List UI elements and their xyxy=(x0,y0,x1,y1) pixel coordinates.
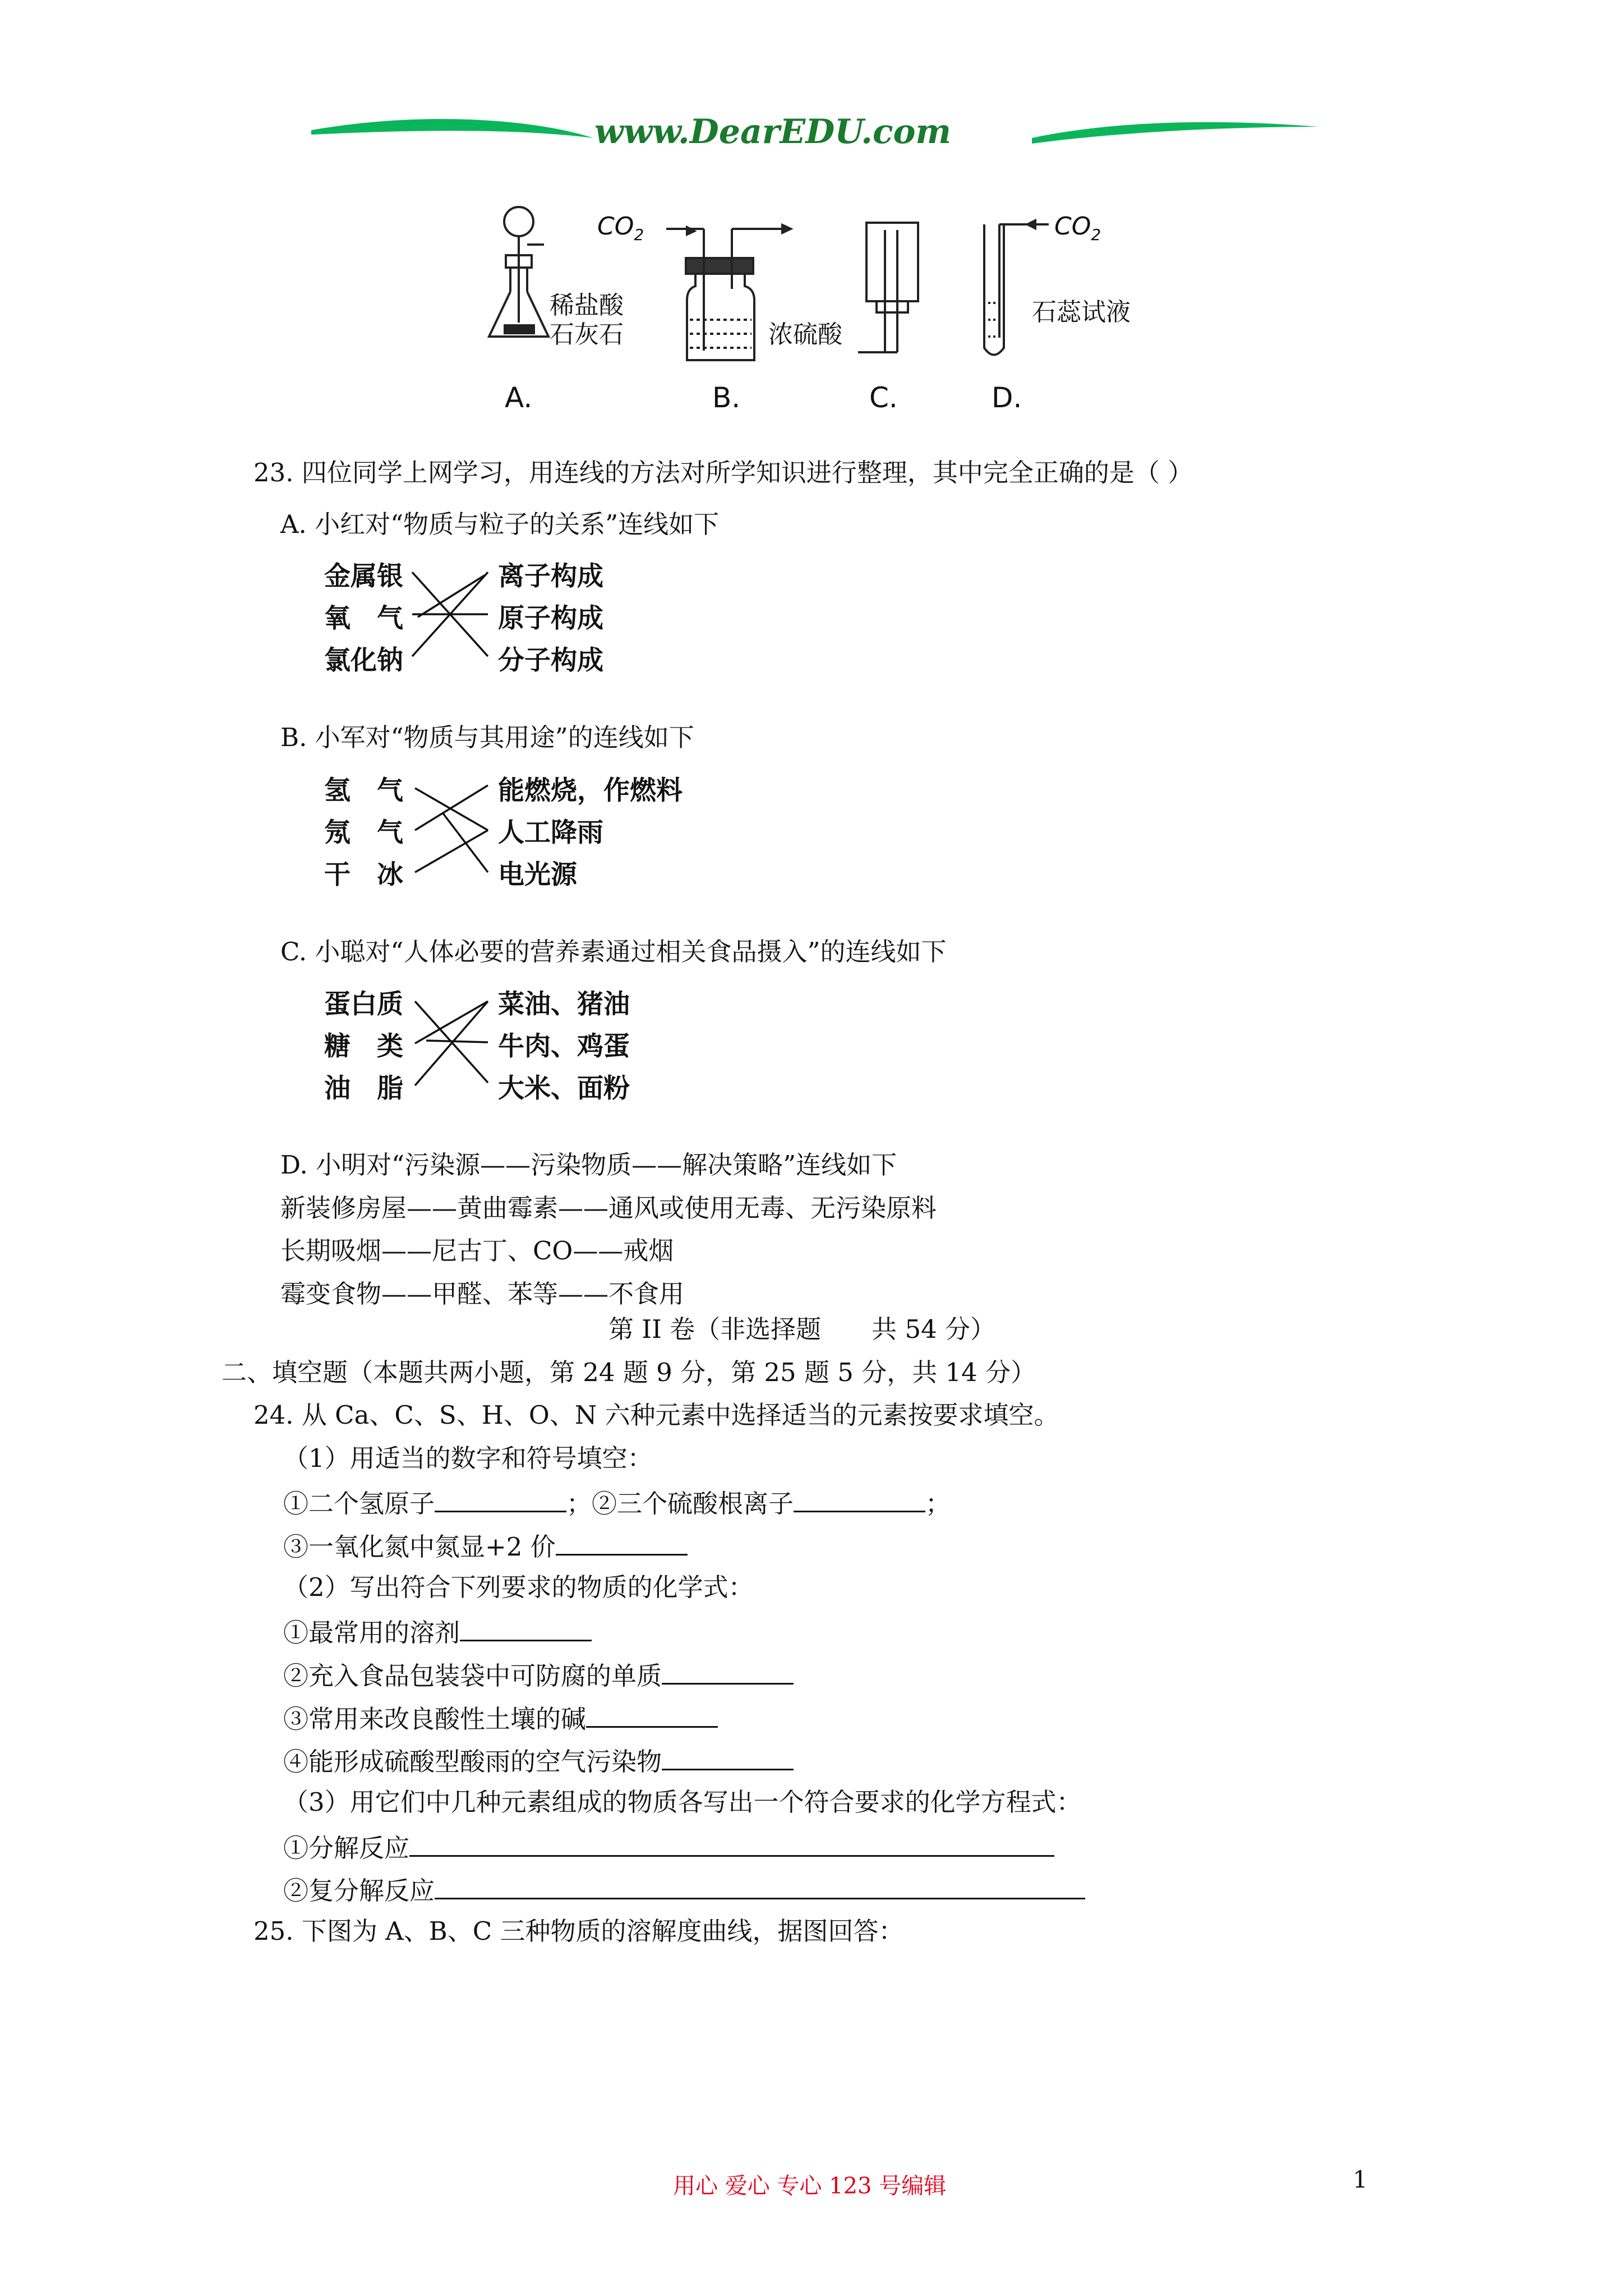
q23d-line-2: 长期吸烟——尼古丁、CO——戒烟 xyxy=(280,1236,674,1266)
matching-lines-c xyxy=(415,1001,488,1085)
answer-blank-decomposition[interactable] xyxy=(409,1833,1054,1857)
q23b-left-3: 干 冰 xyxy=(324,859,403,890)
q23d-line-3: 霉变食物——甲醛、苯等——不食用 xyxy=(280,1279,685,1309)
page-number: 1 xyxy=(1353,2166,1368,2193)
q23-option-b-title: B. 小军对“物质与其用途”的连线如下 xyxy=(280,723,694,752)
matching-lines-a xyxy=(412,572,488,656)
q24-sub-2: ②充入食品包装袋中可防腐的单质 xyxy=(283,1660,794,1688)
q25-stem: 25. 下图为 A、B、C 三种物质的溶解度曲线，据图回答： xyxy=(253,1916,904,1946)
caption-a: A. xyxy=(505,381,533,414)
label-co2-b: $CO_2$ xyxy=(597,212,644,244)
label-litmus: 石蕊试液 xyxy=(1032,298,1131,326)
q23b-right-2: 人工降雨 xyxy=(498,817,603,848)
q24-item-3: ③一氧化氮中氮显+2 价 xyxy=(283,1531,688,1559)
q23a-right-2: 原子构成 xyxy=(498,603,603,634)
label-co2-d: $CO_2$ xyxy=(1054,212,1101,244)
q23b-left-2: 氖 气 xyxy=(324,817,403,848)
caption-d: D. xyxy=(992,381,1022,414)
apparatus-c-gas-collection xyxy=(858,223,918,352)
q23c-right-3: 大米、面粉 xyxy=(498,1073,630,1104)
q23c-left-1: 蛋白质 xyxy=(324,989,403,1020)
q23-option-c-title: C. 小聪对“人体必要的营养素通过相关食品摄入”的连线如下 xyxy=(280,937,947,967)
q23c-right-2: 牛肉、鸡蛋 xyxy=(498,1031,630,1062)
q24-sub-1: ①最常用的溶剂 xyxy=(283,1617,592,1645)
header-site-name[interactable]: www.DearEDU.com xyxy=(594,112,952,151)
caption-b: B. xyxy=(712,381,741,414)
answer-blank-preservative[interactable] xyxy=(662,1660,794,1685)
apparatus-a-flask xyxy=(489,207,548,337)
matching-lines-b xyxy=(415,785,488,872)
label-limestone: 石灰石 xyxy=(550,320,624,349)
answer-blank-pollutant[interactable] xyxy=(662,1746,794,1770)
answer-blank-base[interactable] xyxy=(586,1704,718,1728)
answer-blank-h-atoms[interactable] xyxy=(435,1488,566,1512)
part2-title: 第 II 卷（非选择题 共 54 分） xyxy=(608,1314,996,1344)
q24-eq-1: ①分解反应 xyxy=(283,1833,1054,1861)
q23a-left-1: 金属银 xyxy=(324,561,403,592)
q23-stem: 23. 四位同学上网学习，用连线的方法对所学知识进行整理，其中完全正确的是（ ） xyxy=(253,458,1193,487)
answer-blank-solvent[interactable] xyxy=(460,1617,592,1641)
q24-part3: （3）用它们中几种元素组成的物质各写出一个符合要求的化学方程式： xyxy=(283,1787,1082,1817)
q23-option-d-title: D. 小明对“污染源——污染物质——解决策略”连线如下 xyxy=(280,1150,897,1180)
q23c-left-2: 糖 类 xyxy=(324,1031,403,1062)
apparatus-d-test-tube xyxy=(984,220,1049,355)
header-swoosh-left xyxy=(311,119,593,138)
q23a-right-3: 分子构成 xyxy=(498,645,603,676)
q23b-right-1: 能燃烧，作燃料 xyxy=(498,775,683,806)
caption-c: C. xyxy=(869,381,898,414)
q23c-right-1: 菜油、猪油 xyxy=(498,989,630,1020)
q23a-left-3: 氯化钠 xyxy=(324,645,403,676)
q23a-right-1: 离子构成 xyxy=(498,561,603,592)
q23b-right-3: 电光源 xyxy=(498,859,577,890)
q24-sub-3: ③常用来改良酸性土壤的碱 xyxy=(283,1704,718,1732)
answer-blank-double-replacement[interactable] xyxy=(435,1875,1085,1899)
footer-editor-note: 用心 爱心 专心 123 号编辑 xyxy=(673,2173,947,2199)
section-fill-in: 二、填空题（本题共两小题，第 24 题 9 分，第 25 题 5 分，共 14 分） xyxy=(222,1358,1036,1387)
label-dilute-hcl: 稀盐酸 xyxy=(550,291,624,320)
q23b-left-1: 氢 气 xyxy=(324,775,403,806)
q24-part1: （1）用适当的数字和符号填空： xyxy=(283,1443,653,1473)
answer-blank-no-valence[interactable] xyxy=(556,1531,688,1556)
answer-blank-sulfate-ions[interactable] xyxy=(794,1488,925,1512)
q23d-line-1: 新装修房屋——黄曲霉素——通风或使用无毒、无污染原料 xyxy=(280,1193,937,1223)
q23c-left-3: 油 脂 xyxy=(324,1073,403,1104)
q24-item-1: ①二个氢原子 ；②三个硫酸根离子 ； xyxy=(283,1489,951,1519)
q24-sub-4: ④能形成硫酸型酸雨的空气污染物 xyxy=(283,1746,794,1774)
q23a-left-2: 氧 气 xyxy=(324,603,403,634)
label-conc-h2so4: 浓硫酸 xyxy=(768,320,842,349)
header-swoosh-right xyxy=(1032,122,1318,144)
q24-stem: 24. 从 Ca、C、S、H、O、N 六种元素中选择适当的元素按要求填空。 xyxy=(253,1400,1059,1430)
q24-eq-2: ②复分解反应 xyxy=(283,1875,1085,1903)
q24-part2: （2）写出符合下列要求的物质的化学式： xyxy=(283,1572,754,1602)
q23-option-a-title: A. 小红对“物质与粒子的关系”连线如下 xyxy=(280,509,720,539)
